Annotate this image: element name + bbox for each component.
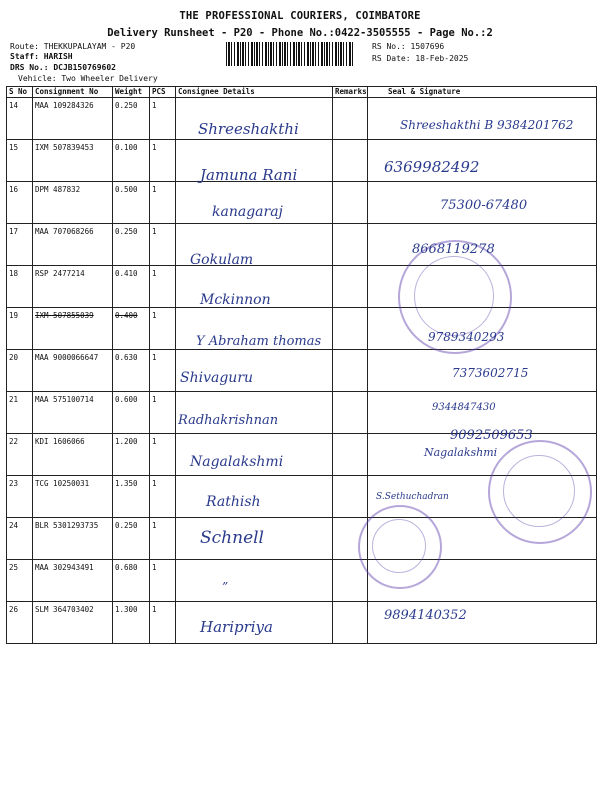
handwritten-name: Schnell bbox=[200, 528, 264, 548]
consignment-cell: IXM 507839453 bbox=[33, 140, 113, 182]
handwritten-name: Shreeshakthi bbox=[198, 120, 299, 138]
sno-cell: 17 bbox=[7, 224, 33, 266]
handwritten-name: Radhakrishnan bbox=[178, 413, 279, 428]
consignment-cell: MAA 575100714 bbox=[33, 392, 113, 434]
col-header-consignee: Consignee Details bbox=[176, 87, 333, 98]
handwritten-signature: Shreeshakthi B 9384201762 bbox=[400, 118, 574, 132]
sno-cell: 20 bbox=[7, 350, 33, 392]
handwritten-signature: 8668119278 bbox=[412, 242, 495, 257]
sno-cell: 18 bbox=[7, 266, 33, 308]
consignment-cell: MAA 9000066647 bbox=[33, 350, 113, 392]
handwritten-name: Nagalakshmi bbox=[190, 454, 284, 470]
handwritten-name: ” bbox=[222, 580, 229, 594]
weight-cell: 0.250 bbox=[113, 98, 150, 140]
remarks-cell bbox=[333, 392, 368, 434]
table-row bbox=[7, 602, 597, 644]
vehicle-info: Vehicle: Two Wheeler Delivery bbox=[18, 74, 158, 83]
sno-cell: 25 bbox=[7, 560, 33, 602]
route-info: Route: THEKKUPALAYAM - P20 bbox=[10, 42, 136, 51]
handwritten-name: Jamuna Rani bbox=[200, 166, 298, 184]
sno-cell: 22 bbox=[7, 434, 33, 476]
school-seal-stamp bbox=[488, 440, 592, 544]
staff-info: Staff: HARISH bbox=[10, 52, 73, 61]
handwritten-name: Haripriya bbox=[200, 618, 273, 636]
handwritten-signature: 9894140352 bbox=[384, 608, 467, 623]
handwritten-signature: Nagalakshmi bbox=[424, 446, 498, 459]
handwritten-name: Gokulam bbox=[190, 252, 254, 268]
handwritten-name: Mckinnon bbox=[200, 292, 271, 308]
remarks-cell bbox=[333, 98, 368, 140]
pcs-cell: 1 bbox=[150, 98, 176, 140]
table-header-row bbox=[7, 87, 597, 98]
barcode-image bbox=[226, 42, 353, 66]
remarks-cell bbox=[333, 602, 368, 644]
weight-cell: 0.680 bbox=[113, 560, 150, 602]
col-header-consignment: Consignment No bbox=[33, 87, 113, 98]
col-header-remarks: Remarks bbox=[333, 87, 368, 98]
weight-cell: 0.100 bbox=[113, 140, 150, 182]
pcs-cell: 1 bbox=[150, 224, 176, 266]
remarks-cell bbox=[333, 182, 368, 224]
col-header-sno: S No bbox=[7, 87, 33, 98]
consignment-cell: RSP 2477214 bbox=[33, 266, 113, 308]
handwritten-signature: 6369982492 bbox=[384, 158, 480, 176]
table-row bbox=[7, 140, 597, 182]
remarks-cell bbox=[333, 476, 368, 518]
consignment-cell: DPM 487832 bbox=[33, 182, 113, 224]
consignment-cell: MAA 109284326 bbox=[33, 98, 113, 140]
consignment-cell: MAA 707068266 bbox=[33, 224, 113, 266]
col-header-weight: Weight bbox=[113, 87, 150, 98]
rs-number: RS No.: 1507696 bbox=[372, 42, 445, 51]
weight-cell: 0.250 bbox=[113, 224, 150, 266]
sno-cell: 26 bbox=[7, 602, 33, 644]
consignment-cell: TCG 10250031 bbox=[33, 476, 113, 518]
handwritten-name: Y Abraham thomas bbox=[196, 334, 322, 349]
pcs-cell: 1 bbox=[150, 308, 176, 350]
handwritten-signature: S.Sethuchadran bbox=[376, 492, 449, 502]
handwritten-signature: 75300-67480 bbox=[440, 198, 528, 213]
pcs-cell: 1 bbox=[150, 350, 176, 392]
weight-cell: 0.600 bbox=[113, 392, 150, 434]
consignment-cell: IXM 507855039 bbox=[33, 308, 113, 350]
weight-cell: 0.410 bbox=[113, 266, 150, 308]
weight-cell: 0.500 bbox=[113, 182, 150, 224]
consignment-cell: KDI 1606066 bbox=[33, 434, 113, 476]
handwritten-signature: 9789340293 bbox=[428, 330, 505, 344]
col-header-seal: Seal & Signature bbox=[368, 87, 597, 98]
pcs-cell: 1 bbox=[150, 140, 176, 182]
col-header-pcs: PCS bbox=[150, 87, 176, 98]
remarks-cell bbox=[333, 140, 368, 182]
pcs-cell: 1 bbox=[150, 476, 176, 518]
weight-cell: 0.630 bbox=[113, 350, 150, 392]
sno-cell: 23 bbox=[7, 476, 33, 518]
drs-info: DRS No.: DCJB150769602 bbox=[10, 63, 116, 72]
handwritten-signature: 9092509653 bbox=[450, 428, 533, 443]
sno-cell: 14 bbox=[7, 98, 33, 140]
remarks-cell bbox=[333, 224, 368, 266]
weight-cell: 1.300 bbox=[113, 602, 150, 644]
weight-cell: 1.350 bbox=[113, 476, 150, 518]
pcs-cell: 1 bbox=[150, 560, 176, 602]
sno-cell: 16 bbox=[7, 182, 33, 224]
sno-cell: 19 bbox=[7, 308, 33, 350]
handwritten-name: Rathish bbox=[206, 494, 261, 510]
weight-cell: 0.250 bbox=[113, 518, 150, 560]
handwritten-name: Shivaguru bbox=[180, 370, 254, 386]
remarks-cell bbox=[333, 308, 368, 350]
handwritten-signature: 7373602715 bbox=[452, 366, 529, 380]
pcs-cell: 1 bbox=[150, 602, 176, 644]
pcs-cell: 1 bbox=[150, 434, 176, 476]
runsheet-subtitle: Delivery Runsheet - P20 - Phone No.:0422-3505555 - Page No.:2 bbox=[107, 27, 493, 39]
runsheet-table bbox=[6, 86, 597, 644]
pcs-cell: 1 bbox=[150, 518, 176, 560]
consignee-cell bbox=[176, 560, 333, 602]
remarks-cell bbox=[333, 266, 368, 308]
rs-date: RS Date: 18-Feb-2025 bbox=[372, 54, 469, 63]
handwritten-signature: 9344847430 bbox=[432, 402, 496, 413]
consignment-cell: SLM 364703402 bbox=[33, 602, 113, 644]
weight-cell: 0.400 bbox=[113, 308, 150, 350]
sno-cell: 15 bbox=[7, 140, 33, 182]
table-row bbox=[7, 560, 597, 602]
pcs-cell: 1 bbox=[150, 266, 176, 308]
weight-cell: 1.200 bbox=[113, 434, 150, 476]
remarks-cell bbox=[333, 350, 368, 392]
consignment-cell: BLR 5301293735 bbox=[33, 518, 113, 560]
consignment-cell: MAA 302943491 bbox=[33, 560, 113, 602]
remarks-cell bbox=[333, 434, 368, 476]
sno-cell: 21 bbox=[7, 392, 33, 434]
pcs-cell: 1 bbox=[150, 392, 176, 434]
sno-cell: 24 bbox=[7, 518, 33, 560]
table-row bbox=[7, 224, 597, 266]
pcs-cell: 1 bbox=[150, 182, 176, 224]
company-title: THE PROFESSIONAL COURIERS, COIMBATORE bbox=[179, 10, 421, 22]
energy-company-stamp bbox=[358, 505, 442, 589]
handwritten-name: kanagaraj bbox=[212, 204, 283, 220]
